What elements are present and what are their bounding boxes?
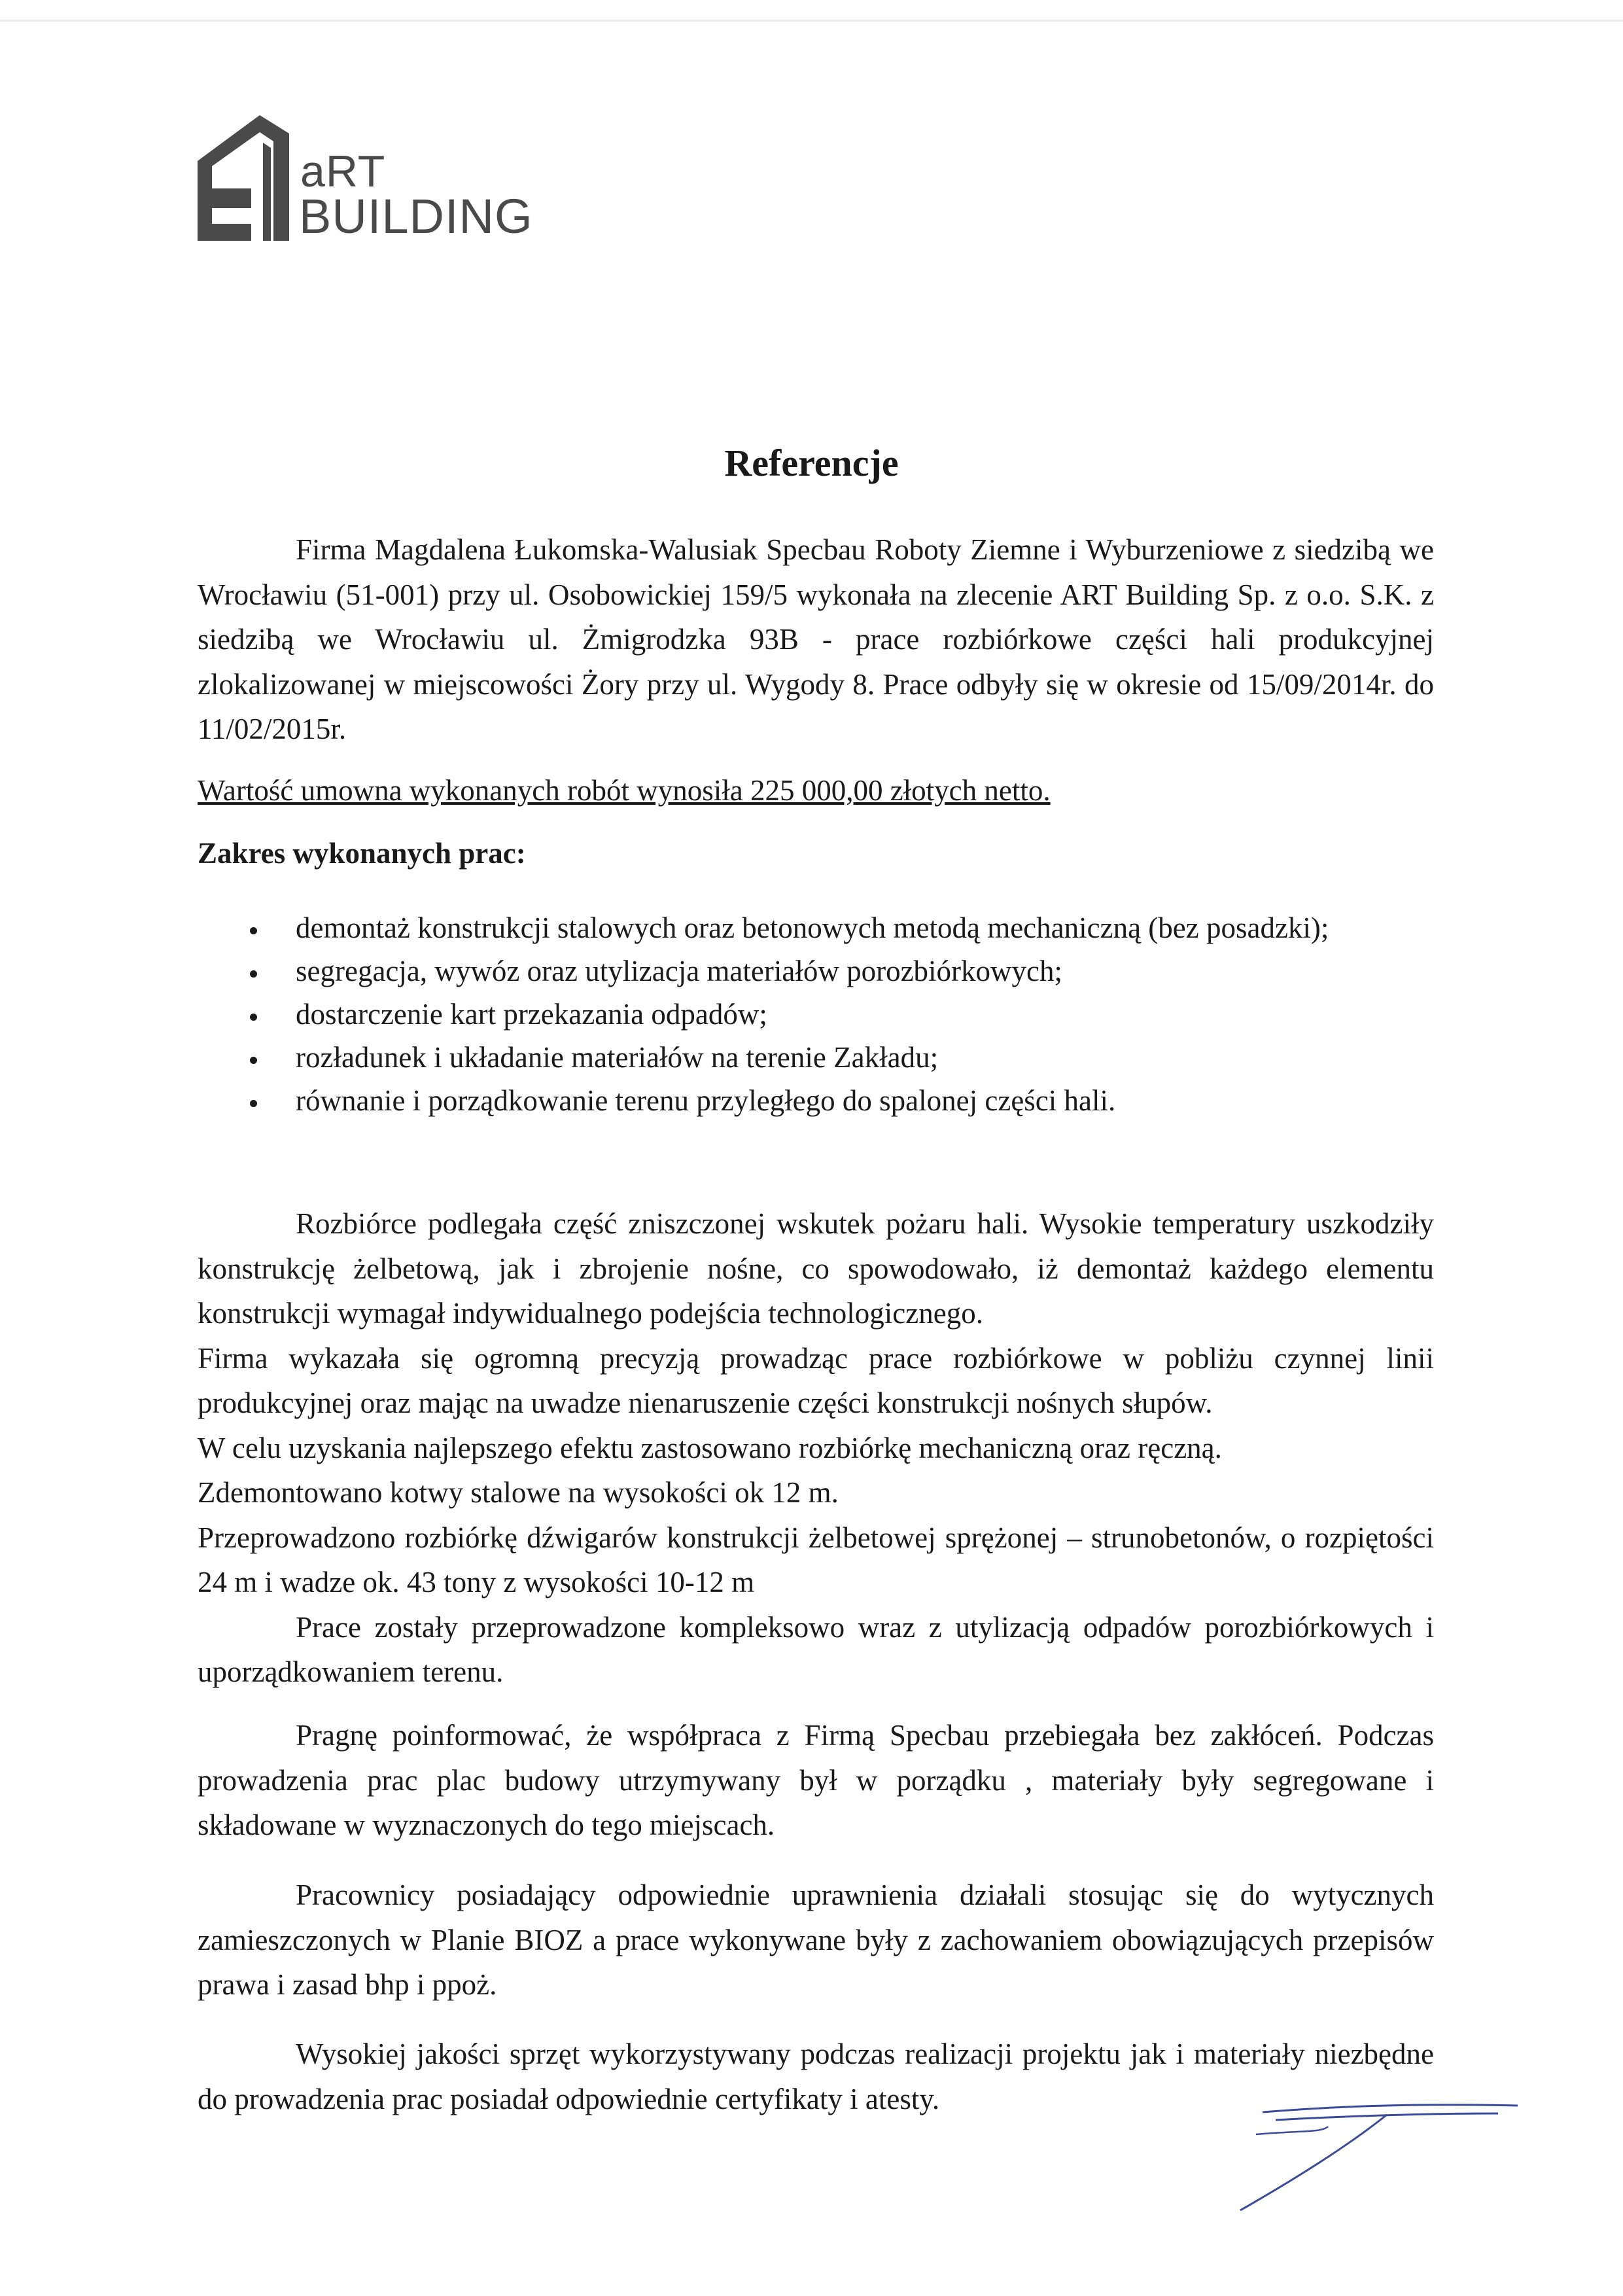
scope-item-text: dostarczenie kart przekazania odpadów; xyxy=(296,998,767,1031)
bullet-icon xyxy=(250,1057,257,1064)
contract-value: Wartość umowna wykonanych robót wynosiła 225 000,00 złotych netto. xyxy=(198,774,1051,807)
bullet-icon xyxy=(250,970,257,978)
bullet-icon xyxy=(250,927,257,934)
scope-heading: Zakres wykonanych prac: xyxy=(198,837,526,870)
intro-paragraph: Firma Magdalena Łukomska-Walusiak Specbau Roboty Ziemne i Wyburzeniowe z siedzibą we Wrocławiu (51-001) przy ul. Osobowickiej 159/5 wykonała na zlecenie ART Building Sp. z o.o. S.K. z siedzibą we Wrocławiu ul. Żmigrodzka 93B - prace rozbiórkowe części hali produkcyjnej zlokalizowanej w miejscowości Żory przy ul. Wygody 8. Prace odbyły się w okresie od 15/09/2014r. do 11/02/2015r. xyxy=(198,533,1434,745)
scope-item xyxy=(198,906,1434,949)
cooperation-paragraph: Pragnę poinformować, że współpraca z Firmą Specbau przebiegała bez zakłóceń. Podczas prowadzenia prac plac budowy utrzymywany był w porządku , materiały były segregowane i składowane w wyznaczonych do tego miejscach. xyxy=(198,1719,1434,1841)
scope-item-text: segregacja, wywóz oraz utylizacja materiałów porozbiórkowych; xyxy=(296,955,1062,987)
description-paragraph: W celu uzyskania najlepszego efektu zastosowano rozbiórkę mechaniczną oraz ręczną. xyxy=(198,1431,1222,1464)
bullet-icon xyxy=(250,1014,257,1021)
description-paragraph: Prace zostały przeprowadzone kompleksowo wraz z utylizacją odpadów porozbiórkowych i uporządkowaniem terenu. xyxy=(198,1610,1434,1688)
scope-item xyxy=(198,993,1434,1036)
equipment-paragraph: Wysokiej jakości sprzęt wykorzystywany podczas realizacji projektu jak i materiały niezbędne do prowadzenia prac posiadał odpowiednie certyfikaty i atesty. xyxy=(198,2038,1434,2115)
handwritten-signature xyxy=(1236,2094,1537,2212)
scope-item xyxy=(198,1036,1434,1079)
company-logo xyxy=(198,110,533,243)
scope-item-text: równanie i porządkowanie terenu przyległego do spalonej części hali. xyxy=(296,1084,1116,1117)
scope-list xyxy=(198,906,1434,1122)
description-paragraph: Zdemontowano kotwy stalowe na wysokości ok 12 m. xyxy=(198,1476,839,1509)
document-title: Referencje xyxy=(724,442,899,484)
workers-paragraph: Pracownicy posiadający odpowiednie uprawnienia działali stosując się do wytycznych zamieszczonych w Planie BIOZ a prace wykonywane były z zachowaniem obowiązujących przepisów prawa i zasad bhp i ppoż. xyxy=(198,1879,1434,2001)
bullet-icon xyxy=(250,1100,257,1107)
scope-item-text: rozładunek i układanie materiałów na terenie Zakładu; xyxy=(296,1041,939,1074)
description-paragraph: Firma wykazała się ogromną precyzją prowadząc prace rozbiórkowe w pobliżu czynnej linii produkcyjnej oraz mając na uwadze nienaruszenie części konstrukcji nośnych słupów. xyxy=(198,1341,1434,1419)
logo-text-building: BUILDING xyxy=(299,189,533,243)
scope-item xyxy=(198,1079,1434,1122)
description-paragraph: Przeprowadzono rozbiórkę dźwigarów konstrukcji żelbetowej sprężonej – strunobetonów, o rozpiętości 24 m i wadze ok. 43 tony z wysokości 10-12 m xyxy=(198,1521,1434,1598)
logo-text-art: aRT xyxy=(300,147,386,196)
art-building-logo-icon xyxy=(198,110,289,241)
description-paragraph: Rozbiórce podlegała część zniszczonej wskutek pożaru hali. Wysokie temperatury uszkodziły konstrukcję żelbetową, jak i zbrojenie nośne, co spowodowało, iż demontaż każdego elementu konstrukcji wymagał indywidualnego podejścia technologicznego. xyxy=(198,1207,1434,1330)
scope-item xyxy=(198,949,1434,993)
scope-item-text: demontaż konstrukcji stalowych oraz betonowych metodą mechaniczną (bez posadzki); xyxy=(296,911,1329,944)
description-block xyxy=(198,1201,1434,1695)
